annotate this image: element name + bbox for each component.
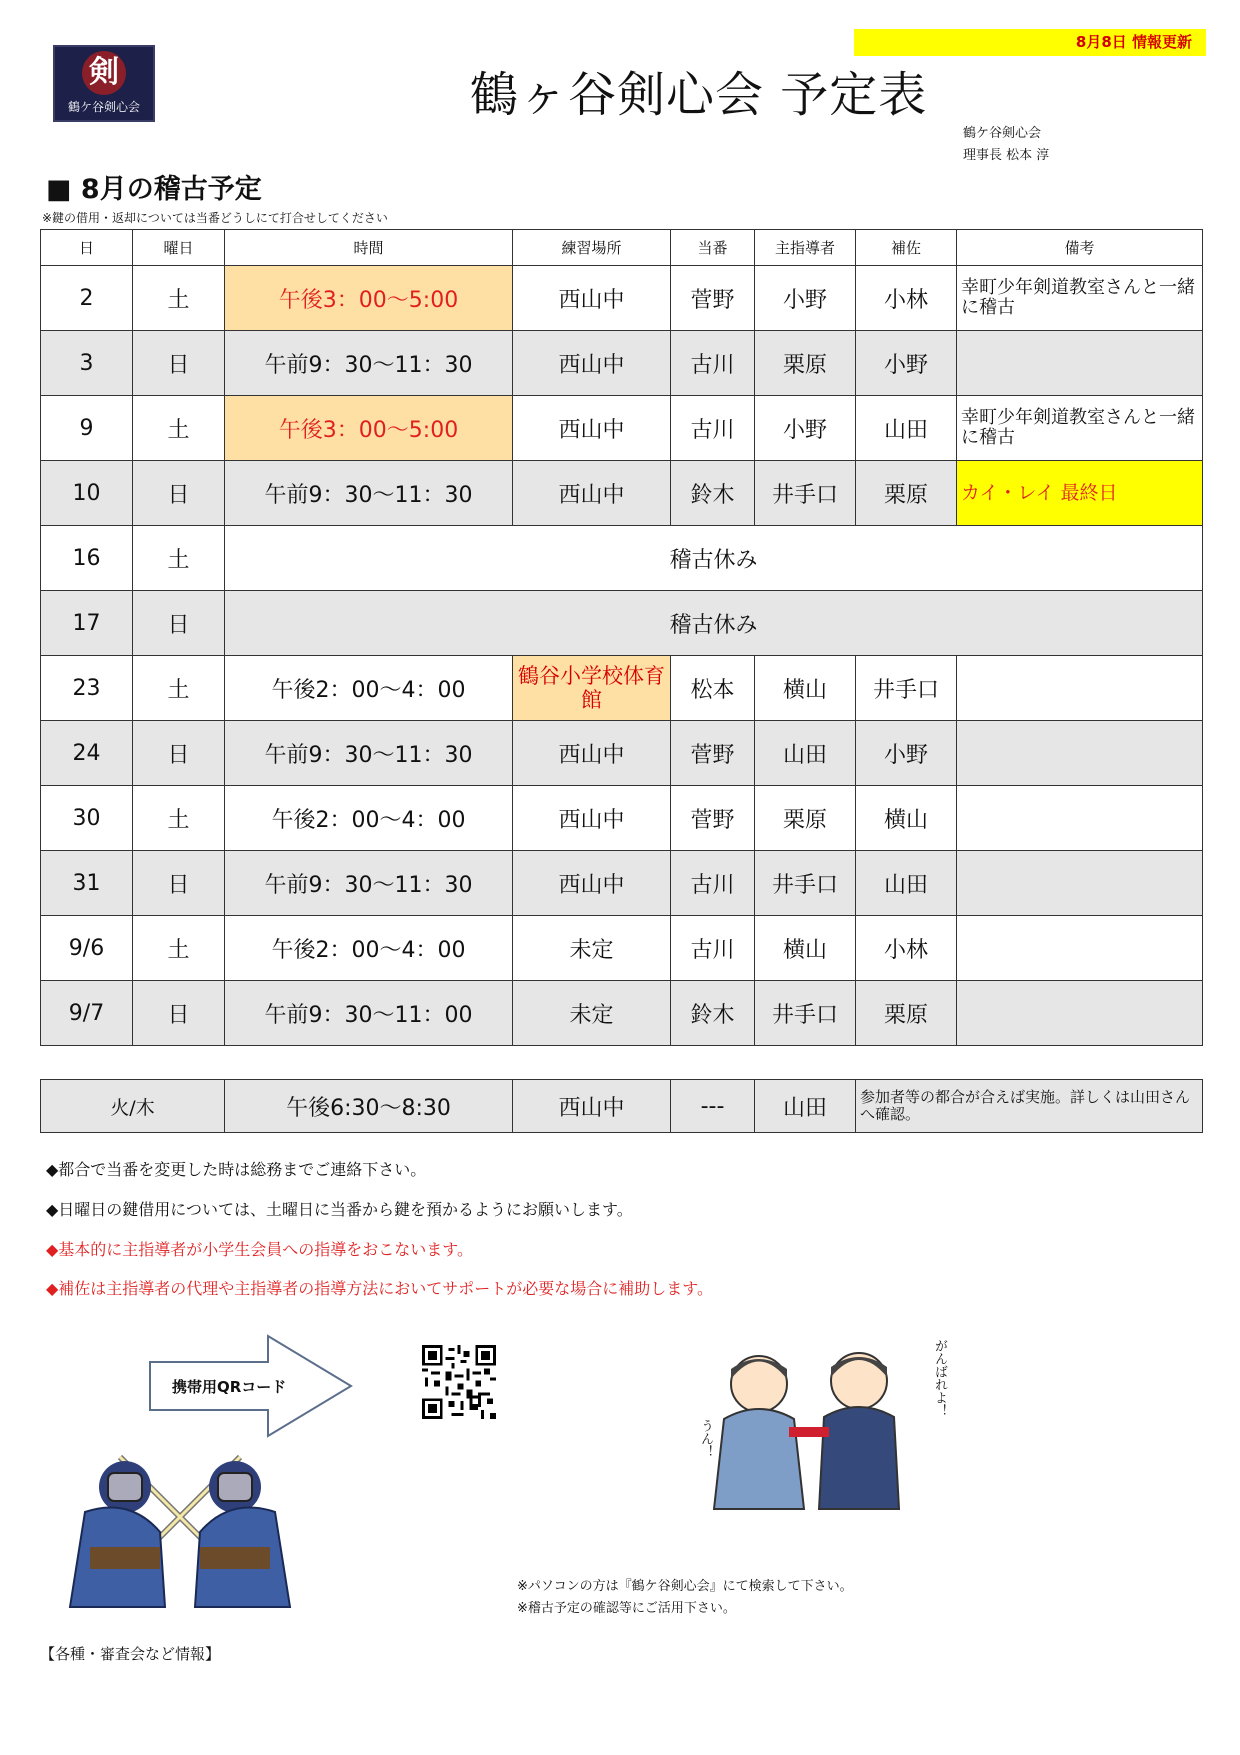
col-header-lead: 主指導者: [755, 230, 856, 266]
org-name: 鶴ケ谷剣心会: [963, 126, 1042, 141]
cell-assist: 小野: [856, 331, 957, 396]
cell-day: 10: [41, 461, 133, 526]
table-row: [41, 266, 1203, 331]
cell-time: 午前9：30〜11：30: [225, 331, 513, 396]
cell-assist: 山田: [856, 851, 957, 916]
cell-weekday: 土: [133, 916, 225, 981]
cell-time: 午後6:30〜8:30: [225, 1080, 513, 1133]
cell-weekday: 土: [133, 786, 225, 851]
cell-duty: 古川: [671, 396, 755, 461]
rule-lead-instructor: ◆基本的に主指導者が小学生会員への指導をおこないます。: [46, 1240, 474, 1259]
cell-time: 午後2：00〜4：00: [225, 786, 513, 851]
cell-note: [957, 786, 1203, 851]
cell-weekday: 土: [133, 656, 225, 721]
cell-time: 午後3：00〜5:00: [225, 266, 513, 331]
usage-note: ※稽古予定の確認等にご活用下さい。: [517, 1601, 736, 1616]
cell-place: 未定: [513, 981, 671, 1046]
schedule-table: [40, 229, 1203, 1046]
table-row: [41, 851, 1203, 916]
cell-note: 参加者等の都合が合えば実施。詳しくは山田さんへ確認。: [856, 1080, 1203, 1133]
speech-left: うん！: [698, 1419, 713, 1458]
table-header-row: [41, 230, 1203, 266]
cell-lead: 横山: [755, 916, 856, 981]
cell-day: 30: [41, 786, 133, 851]
rule-assistant: ◆補佐は主指導者の代理や主指導者の指導方法においてサポートが必要な場合に補助します。: [46, 1279, 714, 1298]
cell-assist: 山田: [856, 396, 957, 461]
cell-assist: 小林: [856, 916, 957, 981]
cell-day: 9/6: [41, 916, 133, 981]
qr-arrow-label: 携帯用QRコード: [172, 1378, 287, 1396]
cell-place: 西山中: [513, 786, 671, 851]
logo-text: 鶴ケ谷剣心会: [67, 100, 140, 114]
cell-note: [957, 656, 1203, 721]
cell-day: 9/7: [41, 981, 133, 1046]
col-header-duty: 当番: [671, 230, 755, 266]
cell-lead: 山田: [755, 1080, 856, 1133]
cell-weekday: 土: [133, 526, 225, 591]
col-header-note: 備考: [957, 230, 1203, 266]
cell-lead: 井手口: [755, 461, 856, 526]
cell-day: 16: [41, 526, 133, 591]
cell-time: 午前9：30〜11：30: [225, 721, 513, 786]
logo-crest: 剣: [82, 51, 126, 95]
cell-lead: 横山: [755, 656, 856, 721]
cell-day: 31: [41, 851, 133, 916]
cell-days: 火/木: [41, 1080, 225, 1133]
qr-code-icon: [422, 1345, 496, 1419]
qr-arrow: [148, 1334, 353, 1439]
weekday-practice-table: [40, 1079, 1203, 1133]
cell-weekday: 土: [133, 266, 225, 331]
cell-weekday: 日: [133, 461, 225, 526]
cell-duty: 古川: [671, 331, 755, 396]
speech-right: がんばれよ！: [932, 1339, 947, 1417]
qr-code[interactable]: [422, 1345, 496, 1419]
cell-note: [957, 851, 1203, 916]
chairman: 理事長 松本 淳: [963, 148, 1050, 163]
cell-time: 午後3：00〜5:00: [225, 396, 513, 461]
cell-lead: 栗原: [755, 786, 856, 851]
cell-weekday: 日: [133, 851, 225, 916]
table-row: [41, 1080, 1203, 1133]
cell-rest: 稽古休み: [225, 526, 1203, 591]
section-title: ■ 8月の稽古予定: [46, 174, 262, 205]
cell-assist: 横山: [856, 786, 957, 851]
cell-weekday: 日: [133, 981, 225, 1046]
rule-duty-change: ◆都合で当番を変更した時は総務までご連絡下さい。: [46, 1160, 427, 1179]
cell-duty: 古川: [671, 851, 755, 916]
cell-weekday: 土: [133, 396, 225, 461]
cell-duty: 鈴木: [671, 461, 755, 526]
cell-note: [957, 981, 1203, 1046]
table-row: [41, 331, 1203, 396]
cell-place: 鶴谷小学校体育館: [513, 656, 671, 721]
cell-duty: 松本: [671, 656, 755, 721]
cell-note: [957, 916, 1203, 981]
kids-illustration: [694, 1339, 954, 1514]
cell-assist: 小野: [856, 721, 957, 786]
cell-weekday: 日: [133, 331, 225, 396]
cell-lead: 栗原: [755, 331, 856, 396]
cell-duty: 菅野: [671, 786, 755, 851]
cell-day: 3: [41, 331, 133, 396]
cell-rest: 稽古休み: [225, 591, 1203, 656]
kids-tying-belt-icon: [694, 1339, 954, 1514]
cell-assist: 小林: [856, 266, 957, 331]
cell-lead: 井手口: [755, 851, 856, 916]
cell-duty: 鈴木: [671, 981, 755, 1046]
cell-note: カイ・レイ 最終日: [957, 461, 1203, 526]
cell-time: 午前9：30〜11：30: [225, 851, 513, 916]
cell-place: 西山中: [513, 721, 671, 786]
search-note: ※パソコンの方は『鶴ケ谷剣心会』にて検索して下さい。: [517, 1579, 853, 1594]
table-row: [41, 396, 1203, 461]
cell-duty: 菅野: [671, 266, 755, 331]
cell-note: [957, 331, 1203, 396]
cell-weekday: 日: [133, 591, 225, 656]
col-header-weekday: 曜日: [133, 230, 225, 266]
cell-lead: 井手口: [755, 981, 856, 1046]
cell-weekday: 日: [133, 721, 225, 786]
rule-key-borrow: ◆日曜日の鍵借用については、土曜日に当番から鍵を預かるようにお願いします。: [46, 1200, 633, 1219]
cell-lead: 小野: [755, 396, 856, 461]
cell-duty: 古川: [671, 916, 755, 981]
cell-assist: 栗原: [856, 461, 957, 526]
cell-place: 西山中: [513, 1080, 671, 1133]
page-title: 鶴ヶ谷剣心会 予定表: [470, 67, 928, 123]
cell-lead: 小野: [755, 266, 856, 331]
table-row: [41, 916, 1203, 981]
cell-day: 24: [41, 721, 133, 786]
col-header-day: 日: [41, 230, 133, 266]
table-row: [41, 656, 1203, 721]
table-row: [41, 591, 1203, 656]
update-badge: 8月8日 情報更新: [854, 29, 1206, 56]
col-header-time: 時間: [225, 230, 513, 266]
cell-note: 幸町少年剣道教室さんと一緒に稽古: [957, 396, 1203, 461]
info-section-header: 【各種・審査会など情報】: [40, 1645, 221, 1663]
table-row: [41, 461, 1203, 526]
club-logo: [53, 45, 155, 122]
cell-assist: 井手口: [856, 656, 957, 721]
cell-assist: 栗原: [856, 981, 957, 1046]
table-row: [41, 981, 1203, 1046]
table-row: [41, 786, 1203, 851]
key-note: ※鍵の借用・返却については当番どうしにて打合せしてください: [42, 211, 388, 225]
cell-place: 西山中: [513, 461, 671, 526]
cell-day: 9: [41, 396, 133, 461]
cell-time: 午前9：30〜11：00: [225, 981, 513, 1046]
cell-time: 午後2：00〜4：00: [225, 916, 513, 981]
cell-duty: 菅野: [671, 721, 755, 786]
cell-note: [957, 721, 1203, 786]
cell-day: 23: [41, 656, 133, 721]
col-header-assist: 補佐: [856, 230, 957, 266]
cell-lead: 山田: [755, 721, 856, 786]
cell-day: 2: [41, 266, 133, 331]
table-row: [41, 721, 1203, 786]
col-header-place: 練習場所: [513, 230, 671, 266]
table-row: [41, 526, 1203, 591]
kendo-illustration: [50, 1437, 310, 1617]
cell-time: 午後2：00〜4：00: [225, 656, 513, 721]
cell-time: 午前9：30〜11：30: [225, 461, 513, 526]
cell-day: 17: [41, 591, 133, 656]
cell-place: 西山中: [513, 396, 671, 461]
cell-duty: ---: [671, 1080, 755, 1133]
cell-place: 西山中: [513, 331, 671, 396]
cell-place: 未定: [513, 916, 671, 981]
cell-note: 幸町少年剣道教室さんと一緒に稽古: [957, 266, 1203, 331]
cell-place: 西山中: [513, 266, 671, 331]
kendo-fighters-icon: [50, 1437, 310, 1617]
cell-place: 西山中: [513, 851, 671, 916]
